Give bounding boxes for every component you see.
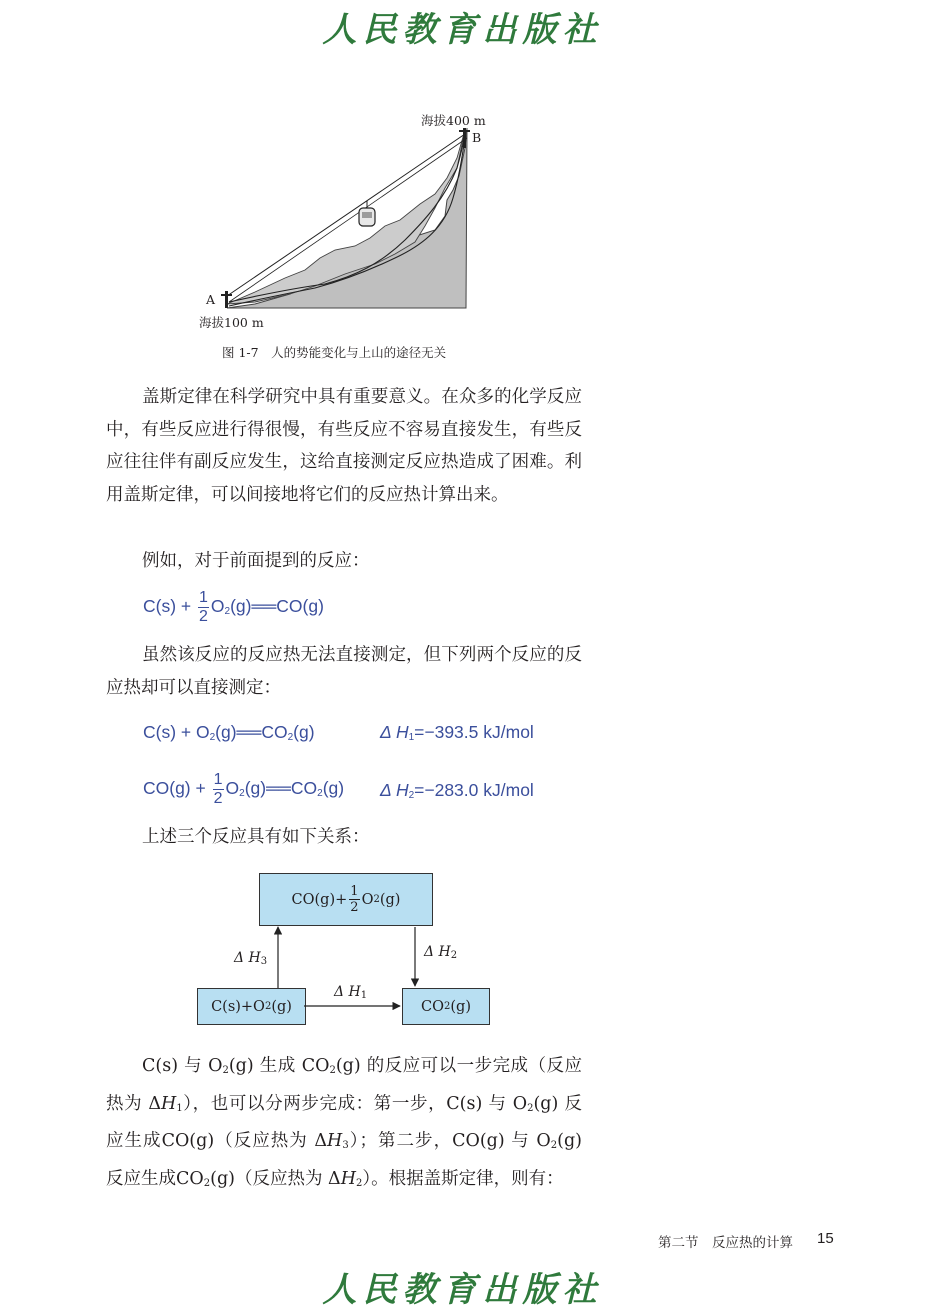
publisher-header: 人民教育出版社 (322, 10, 603, 50)
point-b-label: B (472, 130, 482, 145)
paragraph-4: 上述三个反应具有如下关系： (142, 827, 370, 847)
paragraph-1: 盖斯定律在科学研究中具有重要意义。在众多的化学反应中，有些反应进行得很慢，有些反应不容易直接发生，有些反应往往伴有副反应发生，这给直接测定反应热造成了困难。利用盖斯定律，可以间接地将它们的反应热计算出来。 (106, 387, 582, 505)
publisher-footer: 人民教育出版社 (322, 1270, 603, 1310)
paragraph-5: C(s) 与 $O_2(g)$ 生成 $CO_2(g)$ 的反应可以一步完成（反应热为 $\Delta H_1$），也可以分两步完成：第一步，C(s) 与 $O_2(g)$ 反应生成CO(g)（反应热为 $\Delta H_3$）；第二步，CO(g) 与 $O_2(g)$ 反应生成$CO_2(g)$（反应热为 $\Delta H_2$）。根据盖斯定律，则有： (106, 1056, 583, 1189)
enthalpy-2: Δ $H_2=-283.0$ kJ/mol (380, 780, 534, 801)
top-box: CO(g)+ $\frac{1}{2}$ O 2 (g) (259, 873, 433, 926)
page-number: 15 (817, 1230, 834, 1247)
diagram-arrows (190, 920, 500, 1020)
top-altitude-label: 海拔400 m (421, 113, 486, 128)
pylon-a-arm (221, 294, 232, 296)
equation-1: C(s) + $\frac{1}{2}$ $O_2(g)══CO(g)$ (143, 589, 324, 625)
dh1-label: Δ $H_1$ (334, 984, 368, 1001)
paragraph-3: 虽然该反应的反应热无法直接测定，但下列两个反应的反应热却可以直接测定： (106, 645, 582, 698)
equation-2: $C(s) + O_2(g)══CO_2(g)$ (143, 722, 315, 743)
figure-caption: 图 1-7 人的势能变化与上山的途径无关 (222, 345, 447, 360)
enthalpy-1: Δ $H_1=-393.5$ kJ/mol (380, 722, 534, 743)
bottom-altitude-label: 海拔100 m (199, 315, 264, 330)
point-a-label: A (206, 292, 216, 307)
paragraph-2: 例如，对于前面提到的反应： (142, 551, 370, 571)
equation-3: CO(g) + $\frac{1}{2}$ $O_2(g)══CO_2(g)$ (143, 771, 345, 807)
left-box: C(s)+O 2 (g) (197, 988, 306, 1025)
right-box: CO 2 (g) (402, 988, 490, 1025)
footer-section: 第二节 反应热的计算 (658, 1235, 793, 1251)
mountain-shape (227, 128, 467, 308)
dh3-label: Δ $H_3$ (234, 950, 268, 967)
pylon-a (225, 291, 228, 308)
pylon-b-arm (459, 130, 470, 132)
mountain-figure (195, 108, 495, 338)
dh2-label: Δ $H_2$ (424, 944, 458, 961)
